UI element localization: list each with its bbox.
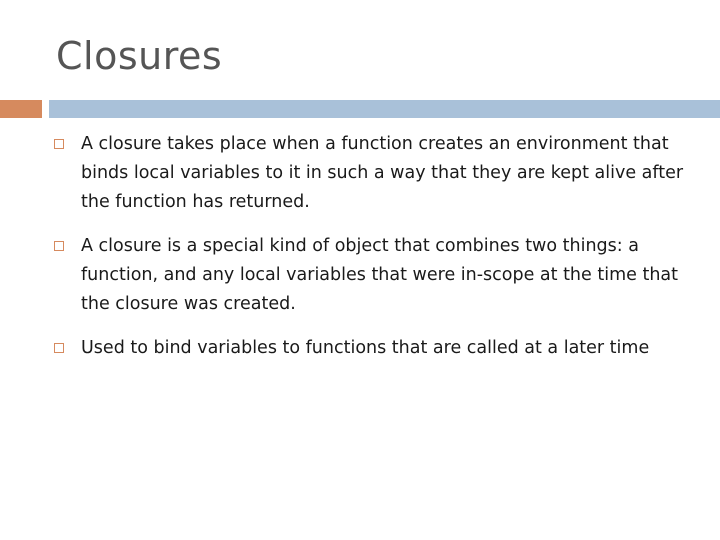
bullet-item [52, 130, 692, 217]
slide-title: Closures [56, 34, 223, 78]
bullet-item [52, 232, 692, 319]
bullet-item [52, 334, 692, 363]
square-bullet-icon [54, 241, 64, 251]
title-divider [0, 100, 720, 118]
bullet-text: A closure takes place when a function creates an environment that binds local variables to it in such a way that they are kept alive after the function has returned. [81, 134, 684, 212]
divider-accent-block [0, 100, 42, 118]
square-bullet-icon [54, 343, 64, 353]
bullet-list [52, 130, 692, 378]
square-bullet-icon [54, 139, 64, 149]
bullet-text: A closure is a special kind of object that combines two things: a function, and any local variables that were in-scope at the time that the closure was created. [81, 236, 678, 314]
divider-bar [49, 100, 720, 118]
bullet-text: Used to bind variables to functions that are called at a later time [81, 338, 650, 358]
